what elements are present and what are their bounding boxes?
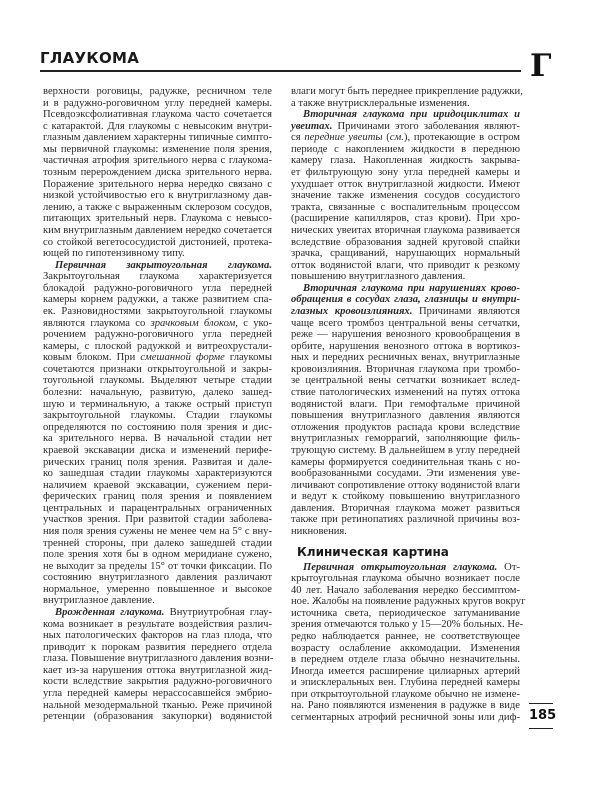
left-column (43, 86, 272, 723)
text-line: на. Рано появляются изменения в радужке в виде (291, 700, 520, 712)
text-line: нальной мезодермальной тканью. Реже причиной (43, 699, 272, 711)
text-line: глазным давлением характерны типичные симпто- (43, 132, 272, 144)
text-line: чаще всего тромбоз центральной вены сетчатки, (291, 317, 520, 329)
text-run: Внутриутробная глау- (164, 607, 273, 619)
text-line: вообразованными сосудами. Эти изменения уве- (291, 468, 520, 480)
text-run: Причинами являются (412, 305, 520, 317)
page-number: 185 (529, 703, 553, 729)
right-column-top (291, 86, 523, 538)
text-line: наличием краевой экскавации, сужением пери- (43, 479, 272, 491)
text-line: питающих зрительный нерв. Глаукома с невысо- (43, 213, 272, 225)
italic-term: смешанной форме (140, 352, 225, 364)
section-letter-tab: Г (530, 48, 552, 84)
paragraph (43, 607, 272, 723)
text-line: Закрытоугольная глаукома характеризуется (43, 271, 272, 283)
text-line: участков зрения. При развитой стадии заболева- (43, 514, 272, 526)
text-run: , с уко- (235, 317, 272, 329)
right-column-bottom (291, 561, 526, 724)
text-line: ухудшает отток внутриглазной жидкости. Имеют (291, 178, 520, 190)
text-run: являются глаукома со (43, 317, 151, 329)
text-line: также при ретинопатиях различной причины воз- (291, 514, 520, 526)
text-line: кает из-за нарушения оттока внутриглазной жид- (43, 664, 272, 676)
text-line: никновения. (291, 525, 347, 537)
text-line: центральных и парацентральных ограниченных (43, 502, 272, 514)
text-line: закрытоугольной глаукомы. Стадии глаукомы (43, 410, 272, 422)
text-line: кровоизлияния. Вторичная глаукома при тромбо- (291, 363, 520, 375)
run-in-heading: Вторичная глаукома при иридоциклитах и (303, 109, 520, 121)
text-line: ния поля зрения сужены не менее чем на 5° с вну- (43, 525, 272, 537)
text-line: и ведут к стойкому повышению внутриглазного (291, 491, 520, 503)
italic-term: см. (389, 132, 404, 144)
text-line: тренней стороны, при далеко зашедшей стадии (43, 537, 272, 549)
paragraph (291, 283, 520, 538)
text-line (43, 260, 272, 272)
run-in-heading: увеитах. (291, 120, 333, 132)
text-line (291, 121, 520, 133)
text-line: камеры формируется соединительная ткань с но- (291, 456, 520, 468)
text-line: шую и терминальную, а также острый приступ (43, 398, 272, 410)
text-line: Псевдоэксфолиативная глаукома часто сочетается (43, 109, 272, 121)
text-line: зрения отмечаются только у 15—20% больных. Не- (291, 619, 524, 631)
text-line: Иногда имеется расширение цилиарных артерий (291, 665, 520, 677)
text-line: реже — нарушения венозного кровообращения в (291, 329, 520, 341)
text-line: сегментарных атрофий ресничной зоны или диф- (291, 712, 520, 724)
text-line: отложения продуктов распада крови вследствие (291, 421, 520, 433)
text-line: ствие патологических изменений на путях оттока (291, 387, 520, 399)
text-line: трующую систему. В дальнейшем в углу передней (291, 444, 520, 456)
text-line: орбите, нарушения венозного оттока в вортикоз- (291, 340, 520, 352)
text-line: рочением радужно-роговичного угла передней (43, 329, 272, 341)
text-run: ( (382, 132, 390, 144)
text-line: (расширение капилляров, стаз крови). При хро- (291, 213, 520, 225)
italic-term: зрачковым блоком (150, 317, 236, 329)
text-run: ковым блоком. При (43, 352, 141, 364)
text-line: рических границ поля зрения. Развитая и дале- (43, 456, 272, 468)
text-line (291, 562, 520, 574)
text-line: с катарактой. Для глаукомы с невысоким внутри- (43, 120, 272, 132)
text-line: при открытоугольной глаукоме обычно не измене- (291, 688, 520, 700)
text-line: зе центральной вены сетчатки возникает вслед- (291, 375, 520, 387)
text-line: крытоугольная глаукома обычно возникает после (291, 573, 520, 585)
text-line: источника света, периодическое затуманивание (291, 607, 520, 619)
text-line (43, 318, 272, 330)
paragraph (43, 260, 272, 607)
text-line: частичная атрофия зрительного нерва с глаукома- (43, 155, 272, 167)
text-line: ющей по гипотензивному типу. (43, 248, 185, 260)
header-rule (40, 70, 521, 72)
text-line: лению, а также с выраженным склерозом сосудов, (43, 201, 272, 213)
text-line: краевой экскавации диска и изменений перифе- (43, 444, 272, 456)
run-in-heading: обращения в сосудах глаза, глазницы и внутри- (291, 294, 520, 306)
run-in-heading: Вторичная глаукома при нарушениях крово- (303, 282, 520, 294)
text-line: ким внутриглазным давлением нередко сочетается (43, 224, 272, 236)
text-line: состоянию внутриглазного давления различают (43, 572, 272, 584)
text-line: ка зрительного нерва. В начальной стадии нет (43, 433, 272, 445)
text-line: внутриглазное давление. (43, 595, 155, 607)
text-line: зрачка, сращиваний, нарушающих нормальный (291, 248, 520, 260)
run-in-heading: Первичная открытоугольная глаукома. (303, 561, 498, 573)
text-line: в переднем отделе глаза обычно незначительны. (291, 654, 520, 666)
text-line (291, 132, 520, 144)
paragraph (291, 86, 523, 109)
text-line: ек. Разновидностями закрытоугольной глаукомы (43, 305, 272, 317)
text-line: ное. Жалобы на появление радужных кругов вокруг (291, 596, 526, 608)
text-line: влаги могут быть переднее прикрепление радужки, (291, 86, 523, 97)
text-line: повышению внутриглазного давления. (291, 271, 466, 283)
text-line: Поражение зрительного нерва нередко связано с (43, 178, 272, 190)
text-line: ко зашедшая стадии глаукомы характеризуются (43, 468, 272, 480)
text-line (291, 294, 520, 306)
text-line: отток водянистой влаги, что приводит к резкому (291, 259, 520, 271)
text-line: определяются по состоянию поля зрения и дис- (43, 421, 272, 433)
text-line: тракта, связанные с воспалительным процессом (291, 201, 520, 213)
text-line (291, 283, 520, 295)
text-line: ферических границ поля зрения и появлением (43, 491, 272, 503)
run-in-heading: Врожденная глаукома. (55, 607, 165, 619)
text-line: внутриглазных геморрагий, заполняющие филь- (291, 433, 520, 445)
text-line: ретенции (образования закупорки) водянистой (43, 711, 272, 723)
paragraph (43, 86, 272, 260)
paragraph (291, 109, 520, 283)
text-line: ет фильтрующую зону угла передней камеры и (291, 167, 520, 179)
text-line: угла передней камеры нерассосавшейся эмбрио- (43, 688, 272, 700)
text-line: камеры, с плоской радужкой и витреохрустали- (43, 340, 272, 352)
text-line (43, 352, 272, 364)
text-line: сочетаются признаки открытоугольной и закры- (43, 363, 272, 375)
text-line: тозным перерождением диска зрительного нерва. (43, 167, 272, 179)
text-line: а также внутрисклеральные изменения. (291, 97, 470, 109)
text-line: кости вследствие закрытия радужно-роговичного (43, 676, 272, 688)
text-line: не выходит за пределы 15° от точки фиксации. По (43, 560, 272, 572)
text-run: Причинами этого заболевания являют- (332, 120, 520, 132)
text-line: блокадой радужно-роговичного угла передней (43, 282, 272, 294)
text-line: редко наблюдается раннее, не соответствующее (291, 631, 520, 643)
run-in-heading: глазных кровоизлияниях. (291, 305, 413, 317)
text-line: приводит к порокам развития переднего отдела (43, 641, 272, 653)
text-line (291, 306, 520, 318)
section-heading-clinical-picture: Клиническая картина (297, 544, 449, 559)
run-in-heading: Первичная закрытоугольная глаукома. (55, 259, 272, 271)
text-line: давления. Вторичная глаукома может развиться (291, 502, 520, 514)
text-line: нормальное, умеренно повышенное и высокое (43, 583, 272, 595)
text-line: камеру глаза. Накопленная жидкость закрыва- (291, 155, 520, 167)
text-line: глаза. Повышение внутриглазного давления возни- (43, 653, 274, 665)
text-line: повышения внутриглазного давления являются (291, 410, 520, 422)
text-line: со стойкой вегетососудистой дистонией, протека- (43, 236, 272, 248)
text-line: личивают сопротивление оттоку водянистой влаги (291, 479, 520, 491)
text-line: возрасту ослабление аккомодации. Изменения (291, 642, 520, 654)
paragraph (291, 561, 526, 724)
text-line: болезни: начальную, развитую, далеко зашед- (43, 387, 272, 399)
text-line: вследствие образования задней круговой спайки (291, 236, 520, 248)
text-line: и в радужно-роговичном углу передней камеры. (43, 97, 272, 109)
text-line: водянистой влаги. При гемофтальме причиной (291, 398, 520, 410)
text-line: верхности роговицы, радужке, ресничном теле (43, 86, 272, 97)
text-line: ных патологических факторов на глаз плода, что (43, 630, 272, 642)
text-line: 40 лет. Начало заболевания нередко бессимптом- (291, 584, 520, 596)
text-line: поле зрения хотя бы в одном меридиане сужено, (43, 549, 272, 561)
text-line: кома возникает в результате воздействия различ- (43, 618, 272, 630)
text-run: глаукомы (224, 352, 273, 364)
text-line: и эписклеральных вен. Глубина передней камеры (291, 677, 520, 689)
text-line: значение также изменения сосудов сосудистого (291, 190, 520, 202)
italic-term: передние увеиты (304, 132, 383, 144)
text-line: периоде с накоплением жидкости в переднюю (291, 143, 520, 155)
text-line: мы первичной глаукомы: изменение поля зрения, (43, 143, 272, 155)
text-line (291, 109, 520, 121)
text-line: низкой устойчивостью его к внутриглазному дав- (43, 190, 272, 202)
text-line (43, 607, 272, 619)
running-head-title: ГЛАУКОМА (40, 49, 140, 67)
text-line: ных и передних ресничных венах, внутриглазные (291, 352, 520, 364)
text-run: ), протекающие в остром (403, 132, 520, 144)
text-line: нических увеитах вторичная глаукома развивается (291, 224, 520, 236)
text-line: тоугольной глаукомы. Выделяют четыре стадии (43, 375, 272, 387)
text-run: ся (291, 132, 305, 144)
text-run: От- (497, 561, 520, 573)
right-column (291, 86, 526, 724)
text-line: камеры корнем радужки, а также развитием спа- (43, 294, 272, 306)
